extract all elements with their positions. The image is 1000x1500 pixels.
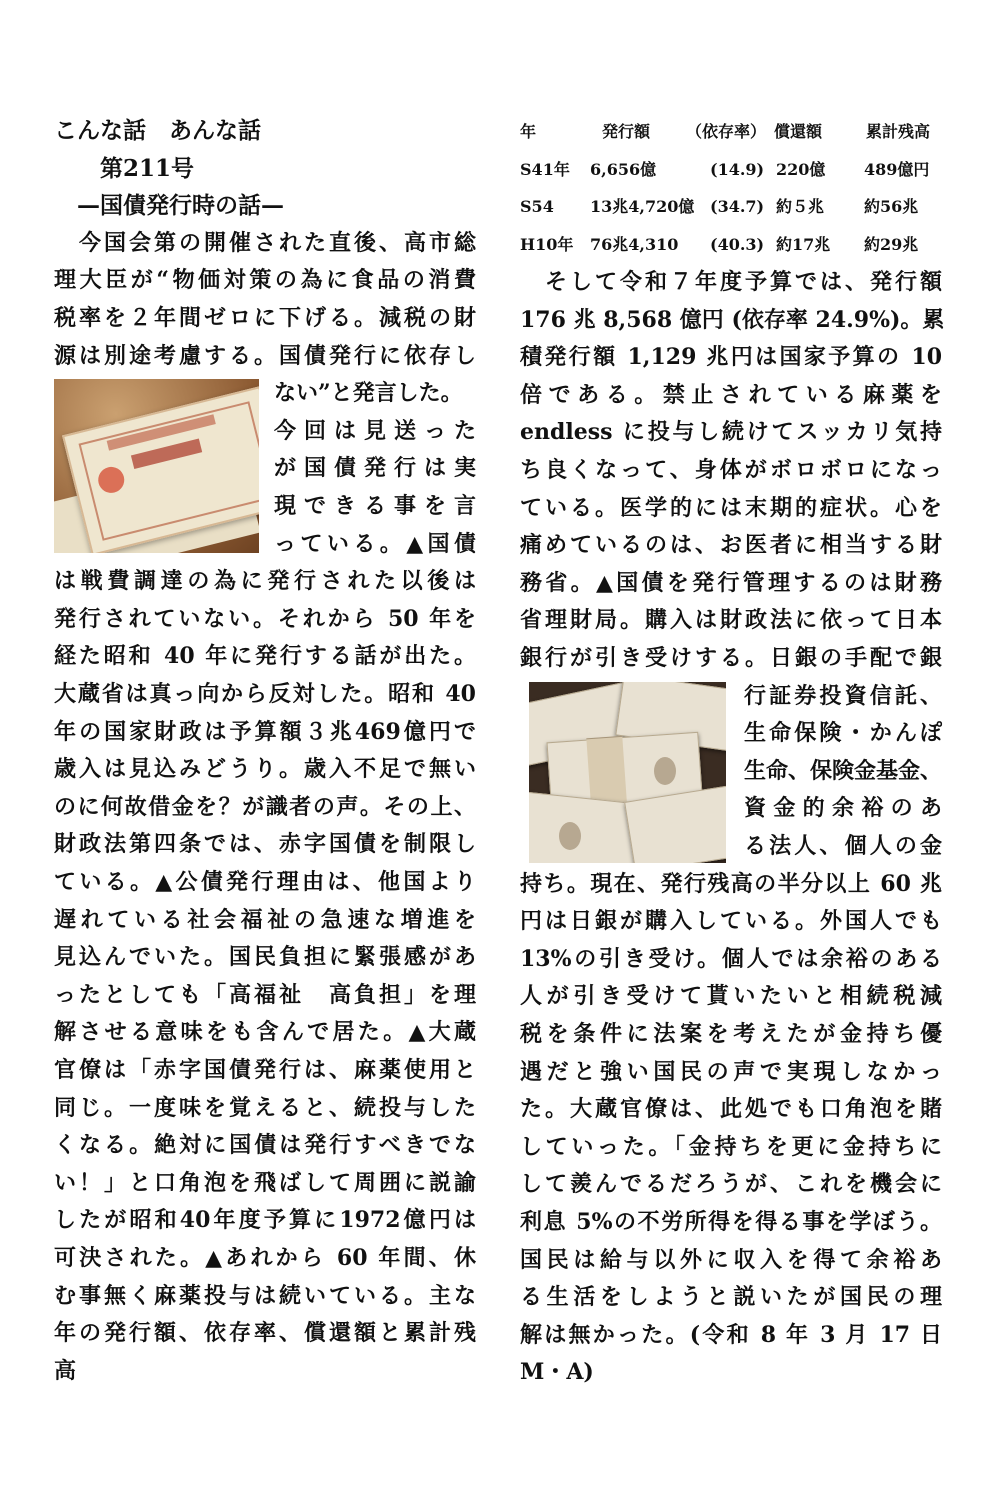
right-text-line: ち良くなって、身体がボロボロになっ (520, 457, 942, 483)
table-cell: 約29兆 (864, 234, 919, 254)
right-text-line: 176 兆 8,568 億円 (依存率 24.9%)。累 (520, 306, 945, 333)
left-text-line: は戦費調達の為に発行された以後は (54, 568, 476, 595)
left-text-line: くなる。絶対に国債は発行すべきでな (54, 1132, 476, 1159)
right-text-line: ている。医学的には末期的症状。心を (520, 494, 942, 521)
right-text-line: 生命保険・かんぽ (744, 720, 942, 747)
right-text-line: 税を条件に法案を考えたが金持ち優 (520, 1021, 942, 1047)
right-text-line: 13%の引き受け。個人では余裕のある (520, 945, 942, 972)
left-text-line: ない”と発言した。 (274, 380, 463, 407)
left-text-line: 今回は見送った (274, 417, 476, 444)
right-text-line: る法人、個人の金 (744, 833, 942, 859)
left-text-line: ている。▲公債発行理由は、他国より (54, 869, 476, 895)
left-text-line: 解させる意味をも含んで居た。▲大蔵 (54, 1019, 476, 1046)
right-text-line: 務省。▲国債を発行管理するのは財務 (520, 569, 942, 596)
table-cell: 489億円 (864, 159, 930, 179)
table-cell: 約56兆 (864, 197, 919, 216)
table-cell: (14.9) (710, 159, 765, 179)
right-text-line: して羨んでるだろうが、これを機会に (520, 1171, 942, 1198)
table-cell: S54 (520, 197, 554, 216)
left-text-line: 年の国家財政は予算額３兆469億円で (54, 718, 476, 745)
right-text-line: る生活をしようと説いたが国民の理 (520, 1284, 942, 1311)
table-header-cell: 年 (520, 122, 537, 141)
right-text-line: 人が引き受けて貰いたいと相続税減 (520, 983, 942, 1010)
right-text-line: M・A) (520, 1359, 594, 1386)
left-text-line: む事無く麻薬投与は続いている。主な (54, 1282, 476, 1309)
left-text-line: 理大臣が“物価対策の為に食品の消費 (54, 267, 476, 294)
left-text-line: 高 (54, 1357, 77, 1384)
right-text-line: そして令和７年度予算では、発行額 (520, 269, 942, 295)
left-text-line: 遅れている社会福祉の急速な増進を (54, 906, 476, 933)
right-text-line: 銀行が引き受けする。日銀の手配で銀 (520, 645, 942, 671)
left-text-line: 見込んでいた。国民負担に緊張感があ (54, 944, 476, 971)
table-header-cell: 累計残高 (866, 122, 931, 141)
right-text-line: 解は無かった。(令和 8 年 3 月 17 日 (520, 1321, 942, 1348)
right-text-line: 資金的余裕のあ (744, 795, 942, 822)
left-text-line: 同じ。一度味を覚えると、続投与した (54, 1094, 476, 1121)
table-header-cell: 償還額 (774, 122, 823, 141)
table-header-cell: （依存率） (686, 122, 767, 141)
left-text-line: が国債発行は実 (274, 455, 476, 482)
right-text-line: 倍である。禁止されている麻薬を (520, 381, 942, 408)
left-text-line: 大蔵省は真っ向から反対した。昭和 40 (54, 681, 476, 707)
table-cell: S41年 (520, 159, 570, 179)
left-text-line: —国債発行時の話— (54, 192, 284, 220)
right-text-line: 利息 5%の不労所得を得る事を学ぼう。 (520, 1209, 942, 1235)
right-text-line: endless に投与し続けてスッカリ気持 (520, 419, 942, 446)
right-text-line: 行証券投資信託、 (744, 682, 942, 709)
table-header-row (520, 113, 946, 150)
left-text-line: 年の発行額、依存率、償還額と累計残 (54, 1320, 476, 1347)
left-text-line: 経た昭和 40 年に発行する話が出た。 (54, 643, 476, 670)
right-text-line: 省理財局。購入は財政法に依って日本 (520, 607, 942, 634)
right-text-line: た。大蔵官僚は、此処でも口角泡を賭 (520, 1096, 942, 1123)
left-text-line: 現できる事を言 (274, 493, 476, 519)
left-text-line: 官僚は「赤字国債発行は、麻薬使用と (54, 1057, 476, 1083)
left-text-line: い！」と口角泡を飛ばして周囲に説諭 (54, 1169, 476, 1196)
right-text-line: 持ち。現在、発行残高の半分以上 60 兆 (520, 870, 942, 897)
left-text-line: 今国会第の開催された直後、高市総 (54, 229, 476, 256)
left-text-line: 可決された。▲あれから 60 年間、休 (54, 1245, 476, 1271)
left-text-line: っている。▲国債 (274, 530, 476, 557)
table-cell: (40.3) (710, 234, 765, 254)
right-text-line: 遇だと強い国民の声で実現しなかっ (520, 1058, 942, 1085)
right-text-line: 痛めているのは、お医者に相当する財 (520, 532, 942, 559)
table-cell: 13兆4,720億 (590, 197, 695, 216)
left-text-line: 税率を２年間ゼロに下げる。減税の財 (54, 305, 476, 331)
left-text-line: 第211号 (54, 154, 195, 182)
left-text-line: 歳入は見込みどうり。歳入不足で無い (54, 756, 476, 783)
government-bond-photo (54, 379, 259, 553)
table-cell: 約17兆 (776, 234, 831, 254)
left-text-line: ったとしても「高福祉 高負担」を理 (54, 981, 476, 1008)
right-text-line: 積発行額 1,129 兆円は国家予算の 10 (520, 344, 942, 371)
left-text-line: のに何故借金を？が識者の声。その上、 (54, 793, 476, 820)
right-text-line: 円は日銀が購入している。外国人でも (520, 908, 942, 935)
table-cell: H10年 (520, 234, 574, 254)
right-text-line: 生命、保険金基金、 (744, 757, 943, 784)
left-text-line: 源は別途考慮する。国債発行に依存し (54, 342, 476, 369)
table-cell: 6,656億 (590, 159, 657, 179)
table-header-cell: 発行額 (602, 122, 651, 141)
left-text-line: こんな話 あんな話 (54, 117, 261, 144)
table-cell: 約５兆 (776, 197, 825, 216)
banknote-stacks-photo (529, 682, 726, 863)
table-cell: (34.7) (710, 197, 765, 216)
table-row (520, 188, 946, 225)
left-text-line: したが昭和40年度予算に1972億円は (54, 1207, 476, 1234)
table-cell: 220億 (776, 159, 826, 179)
left-text-line: 発行されていない。それから 50 年を (54, 605, 476, 632)
table-row (520, 151, 946, 188)
table-row (520, 226, 946, 263)
table-cell: 76兆4,310 (590, 234, 679, 254)
right-text-line: していった。「金持ちを更に金持ちに (520, 1133, 942, 1160)
right-text-line: 国民は給与以外に収入を得て余裕あ (520, 1246, 942, 1273)
left-text-line: 財政法第四条では、赤字国債を制限し (54, 831, 476, 858)
